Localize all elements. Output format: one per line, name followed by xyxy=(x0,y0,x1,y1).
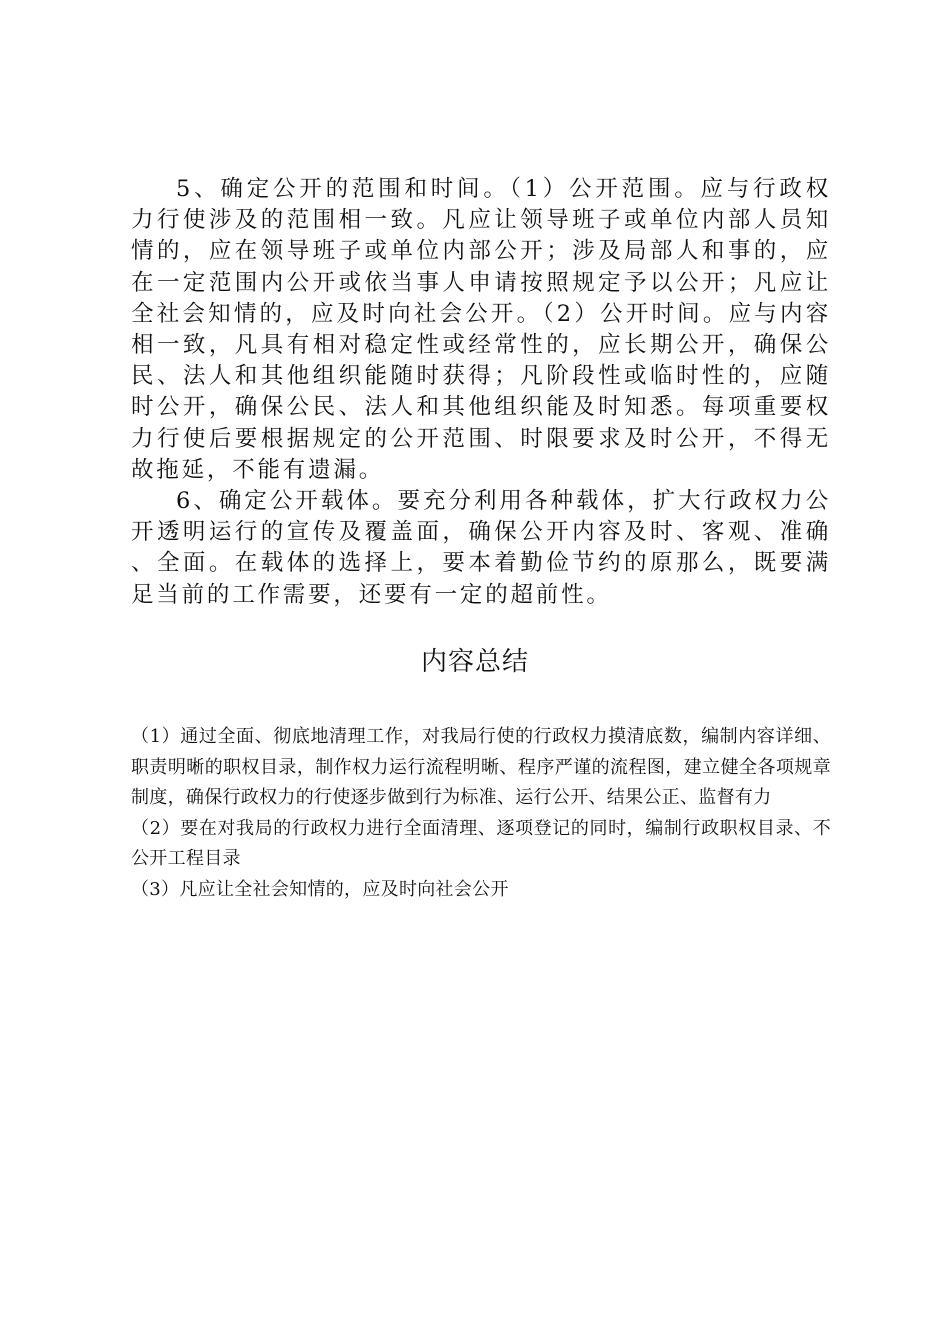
paragraph-scope-and-time: 5、确定公开的范围和时间。（1）公开范围。应与行政权力行使涉及的范围相一致。凡应让领导班子或单位内部人员知情的，应在领导班子或单位内部公开；涉及局部人和事的，应在一定范围内公开或依当事人申请按照规定予以公开；凡应让全社会知情的，应及时向社会公开。（2）公开时间。应与内容相一致，凡具有相对稳定性或经常性的，应长期公开，确保公民、法人和其他组织能随时获得；凡阶段性或临时性的，应随时公开，确保公民、法人和其他组织能及时知悉。每项重要权力行使后要根据规定的公开范围、时限要求及时公开，不得无故拖延，不能有遗漏。 xyxy=(131,176,831,483)
summary-list xyxy=(131,722,831,905)
summary-item-3: （3）凡应让全社会知情的，应及时向社会公开 xyxy=(131,878,509,900)
paragraph-publication-carrier: 6、确定公开载体。要充分利用各种载体，扩大行政权力公开透明运行的宣传及覆盖面，确保公开内容及时、客观、准确、全面。在载体的选择上，要本着勤俭节约的原那么，既要满足当前的工作需要，还要有一定的超前性。 xyxy=(131,488,831,608)
summary-item-1: （1）通过全面、彻底地清理工作，对我局行使的行政权力摸清底数，编制内容详细、职责明晰的职权目录，制作权力运行流程明晰、程序严谨的流程图，建立健全各项规章制度，确保行政权力的行使逐步做到行为标准、运行公开、结果公正、监督有力 xyxy=(131,726,831,808)
summary-item-2: （2）要在对我局的行政权力进行全面清理、逐项登记的同时，编制行政职权目录、不公开工程目录 xyxy=(131,817,831,869)
summary-title: 内容总结 xyxy=(420,647,529,677)
body-text xyxy=(131,174,831,611)
